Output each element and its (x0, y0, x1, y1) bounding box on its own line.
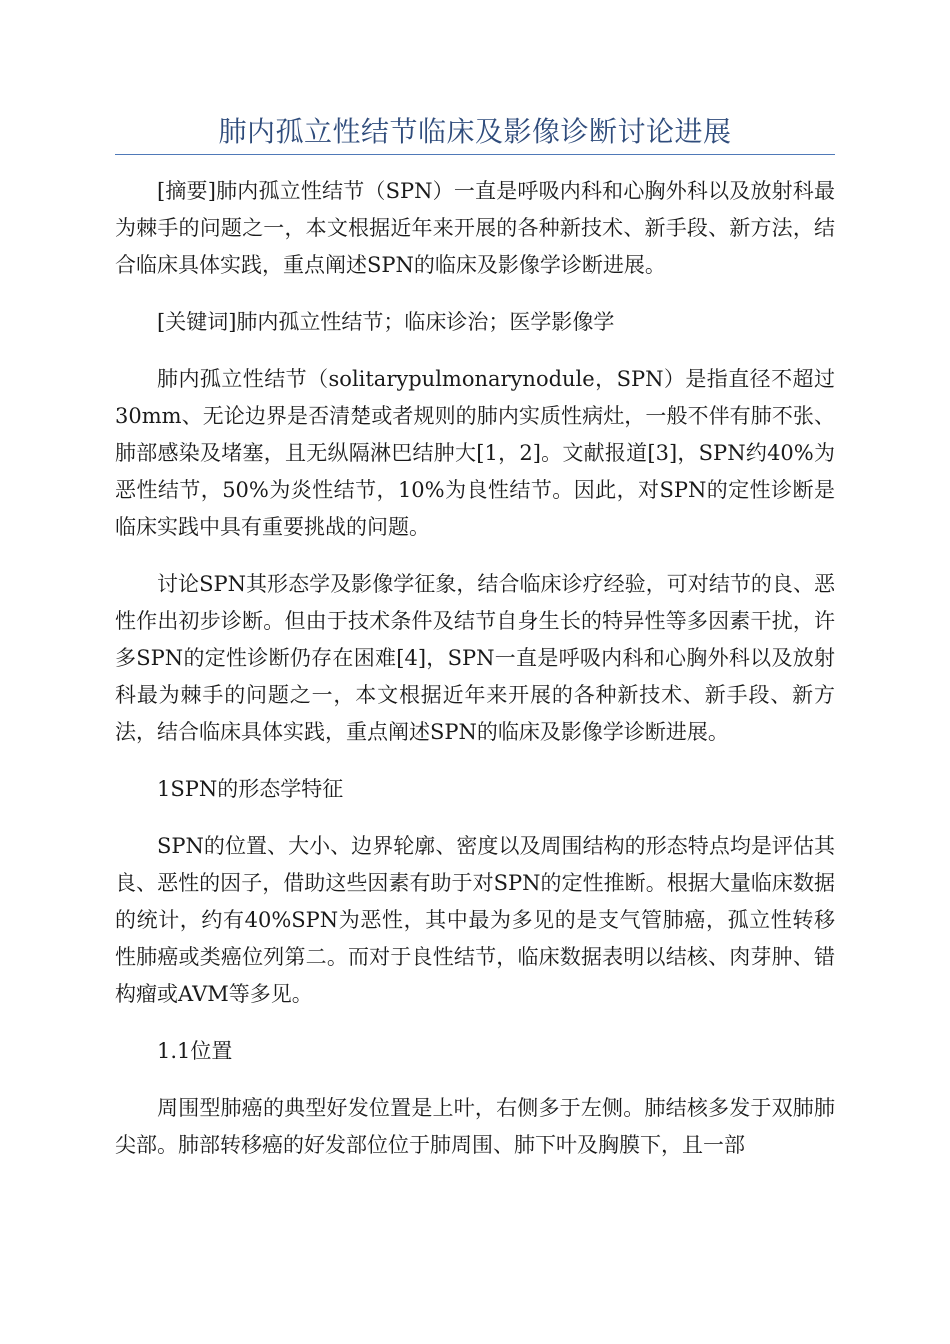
subsection-heading: 1.1位置 (157, 1039, 233, 1063)
body-paragraph: 周围型肺癌的典型好发位置是上叶，右侧多于左侧。肺结核多发于双肺肺尖部。肺部转移癌的好发部位位于肺周围、肺下叶及胸膜下，且一部 (115, 1096, 835, 1157)
keywords-paragraph: [关键词]肺内孤立性结节；临床诊治；医学影像学 (157, 310, 615, 334)
document-title: 肺内孤立性结节临床及影像诊断讨论进展 (218, 115, 732, 148)
title-underline (115, 154, 835, 155)
section-heading: 1SPN的形态学特征 (157, 777, 344, 801)
body-paragraph: SPN的位置、大小、边界轮廓、密度以及周围结构的形态特点均是评估其良、恶性的因子，借助这些因素有助于对SPN的定性推断。根据大量临床数据的统计，约有40%SPN为恶性，其中最为多见的是支气管肺癌，孤立性转移性肺癌或类癌位列第二。而对于良性结节，临床数据表明以结核、肉芽肿、错构瘤或AVM等多见。 (115, 834, 835, 1006)
abstract-paragraph: [摘要]肺内孤立性结节（SPN）一直是呼吸内科和心胸外科以及放射科最为棘手的问题之一，本文根据近年来开展的各种新技术、新手段、新方法，结合临床具体实践，重点阐述SPN的临床及影像学诊断进展。 (115, 179, 835, 277)
document-body (115, 173, 835, 1184)
body-paragraph: 讨论SPN其形态学及影像学征象，结合临床诊疗经验，可对结节的良、恶性作出初步诊断。但由于技术条件及结节自身生长的特异性等多因素干扰，许多SPN的定性诊断仍存在困难[4]，SPN一直是呼吸内科和心胸外科以及放射科最为棘手的问题之一，本文根据近年来开展的各种新技术、新手段、新方法，结合临床具体实践，重点阐述SPN的临床及影像学诊断进展。 (115, 572, 835, 744)
body-paragraph: 肺内孤立性结节（solitarypulmonarynodule，SPN）是指直径不超过30mm、无论边界是否清楚或者规则的肺内实质性病灶，一般不伴有肺不张、肺部感染及堵塞，且无纵隔淋巴结肿大[1，2]。文献报道[3]，SPN约40%为恶性结节，50%为炎性结节，10%为良性结节。因此，对SPN的定性诊断是临床实践中具有重要挑战的问题。 (115, 367, 835, 539)
